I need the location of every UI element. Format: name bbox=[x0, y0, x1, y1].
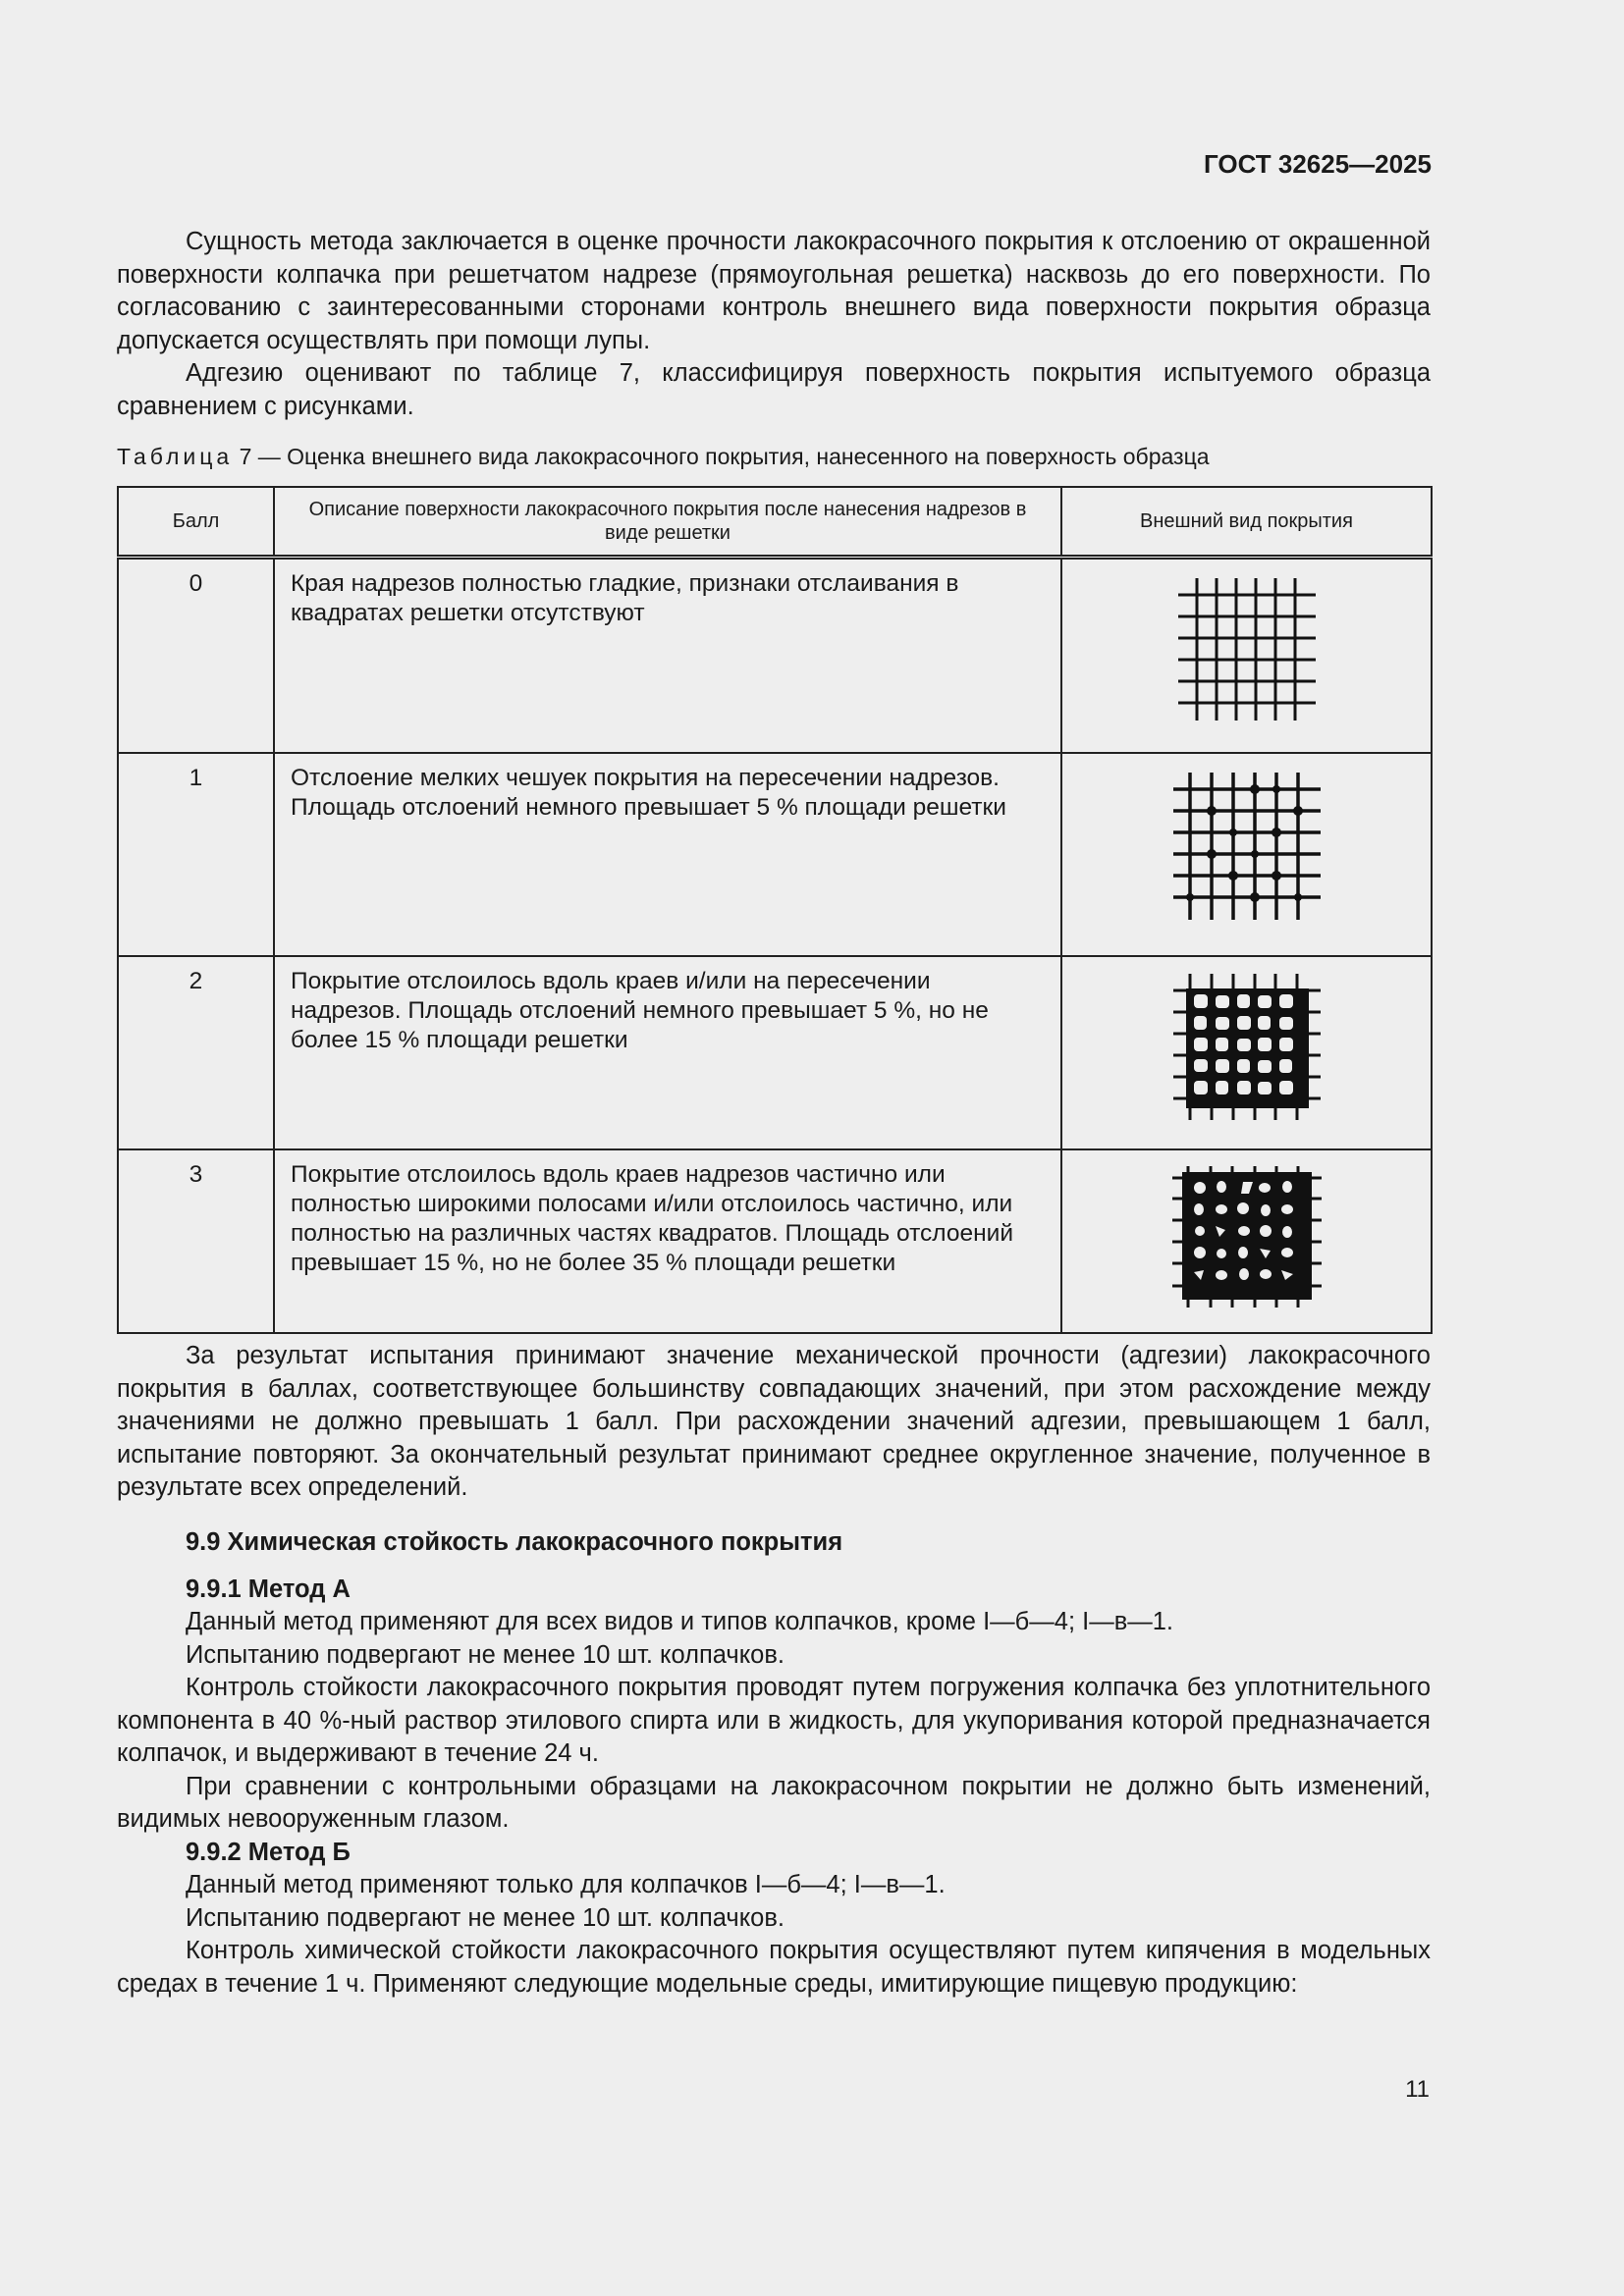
grid-flakes-icon bbox=[1168, 768, 1326, 925]
method-b-paragraph-3: Контроль химической стойкости лакокрасочного покрытия осуществляют путем кипячения в модельных средах в течение 1 ч. Применяют следующие модельные среды, имитирующие пищевую продукцию: bbox=[117, 1937, 1431, 1998]
section-9-9 bbox=[117, 1526, 1431, 2001]
header-description: Описание поверхности лакокрасочного покрытия после нанесения надрезов в виде решетки bbox=[274, 487, 1061, 558]
section-title: 9.9 Химическая стойкость лакокрасочного покрытия bbox=[186, 1528, 843, 1556]
table-row bbox=[118, 956, 1432, 1149]
page-number: 11 bbox=[1405, 2076, 1430, 2103]
table-caption-text: 7 — Оценка внешнего вида лакокрасочного покрытия, нанесенного на поверхность образца bbox=[239, 444, 1210, 469]
method-b-paragraph-1: Данный метод применяют только для колпачков I—б—4; I—в—1. bbox=[186, 1871, 946, 1898]
grid-clean-icon bbox=[1173, 573, 1321, 725]
score-cell: 0 bbox=[118, 558, 274, 754]
table-caption-label: Таблица bbox=[117, 444, 234, 469]
adhesion-table bbox=[117, 486, 1433, 1334]
table-header-row bbox=[118, 487, 1432, 558]
result-paragraph: За результат испытания принимают значение механической прочности (адгезии) лакокрасочного покрытия в баллах, соответствующее большинству совпадающих значений, при этом расхождение между значениями не должно превышать 1 балл. При расхождении значений адгезии, превышающем 1 балл, испытание повторяют. За окончательный результат принимают среднее округленное значение, полученное в результате всех определений. bbox=[117, 1342, 1431, 1501]
intro-block bbox=[117, 226, 1431, 423]
method-b-title: 9.9.2 Метод Б bbox=[186, 1838, 351, 1866]
document-id: ГОСТ 32625—2025 bbox=[1204, 149, 1432, 179]
appearance-cell bbox=[1061, 558, 1432, 754]
method-b-paragraph-2: Испытанию подвергают не менее 10 шт. колпачков. bbox=[186, 1903, 785, 1932]
score-cell: 3 bbox=[118, 1149, 274, 1333]
table-row bbox=[118, 1149, 1432, 1333]
intro-paragraph-2: Адгезию оценивают по таблице 7, классифицируя поверхность покрытия испытуемого образца сравнением с рисунками. bbox=[117, 359, 1431, 420]
grid-edges-icon bbox=[1168, 971, 1326, 1123]
appearance-cell bbox=[1061, 1149, 1432, 1333]
intro-paragraph-1: Сущность метода заключается в оценке прочности лакокрасочного покрытия к отслоению от окрашенной поверхности колпачка при решетчатом надрезе (прямоугольная решетка) насквозь до его поверхности. По согласованию с заинтересованными сторонами контроль внешнего вида поверхности покрытия образца допускается осуществлять при помощи лупы. bbox=[117, 228, 1431, 354]
result-block bbox=[117, 1340, 1431, 1505]
method-a-title: 9.9.1 Метод А bbox=[186, 1575, 351, 1603]
score-cell: 1 bbox=[118, 753, 274, 956]
description-cell: Покрытие отслоилось вдоль краев надрезов частично или полностью широкими полосами и/или отслоилось частично, или полностью на различных частях квадратов. Площадь отслоений превышает 15 %, но не более 35 % площади решетки bbox=[274, 1149, 1061, 1333]
method-a-paragraph-3: Контроль стойкости лакокрасочного покрытия проводят путем погружения колпачка без уплотнительного компонента в 40 %-ный раствор этилового спирта или в жидкость, для укупоривания которой предназначается колпачок, и выдерживают в течение 24 ч. bbox=[117, 1674, 1431, 1767]
method-a-paragraph-1: Данный метод применяют для всех видов и типов колпачков, кроме I—б—4; I—в—1. bbox=[186, 1608, 1174, 1635]
description-cell: Покрытие отслоилось вдоль краев и/или на пересечении надрезов. Площадь отслоений немного превышает 5 %, но не более 15 % площади решетки bbox=[274, 956, 1061, 1149]
score-cell: 2 bbox=[118, 956, 274, 1149]
table-row bbox=[118, 558, 1432, 754]
appearance-cell bbox=[1061, 956, 1432, 1149]
table-row bbox=[118, 753, 1432, 956]
method-a-paragraph-2: Испытанию подвергают не менее 10 шт. колпачков. bbox=[186, 1640, 785, 1669]
description-cell: Отслоение мелких чешуек покрытия на пересечении надрезов. Площадь отслоений немного превышает 5 % площади решетки bbox=[274, 753, 1061, 956]
header-appearance: Внешний вид покрытия bbox=[1061, 487, 1432, 558]
table-caption bbox=[117, 444, 1210, 470]
header-score: Балл bbox=[118, 487, 274, 558]
grid-heavy-icon bbox=[1168, 1164, 1326, 1311]
description-cell: Края надрезов полностью гладкие, признаки отслаивания в квадратах решетки отсутствуют bbox=[274, 558, 1061, 754]
appearance-cell bbox=[1061, 753, 1432, 956]
method-a-paragraph-4: При сравнении с контрольными образцами на лакокрасочном покрытии не должно быть изменений, видимых невооруженным глазом. bbox=[117, 1772, 1431, 1833]
